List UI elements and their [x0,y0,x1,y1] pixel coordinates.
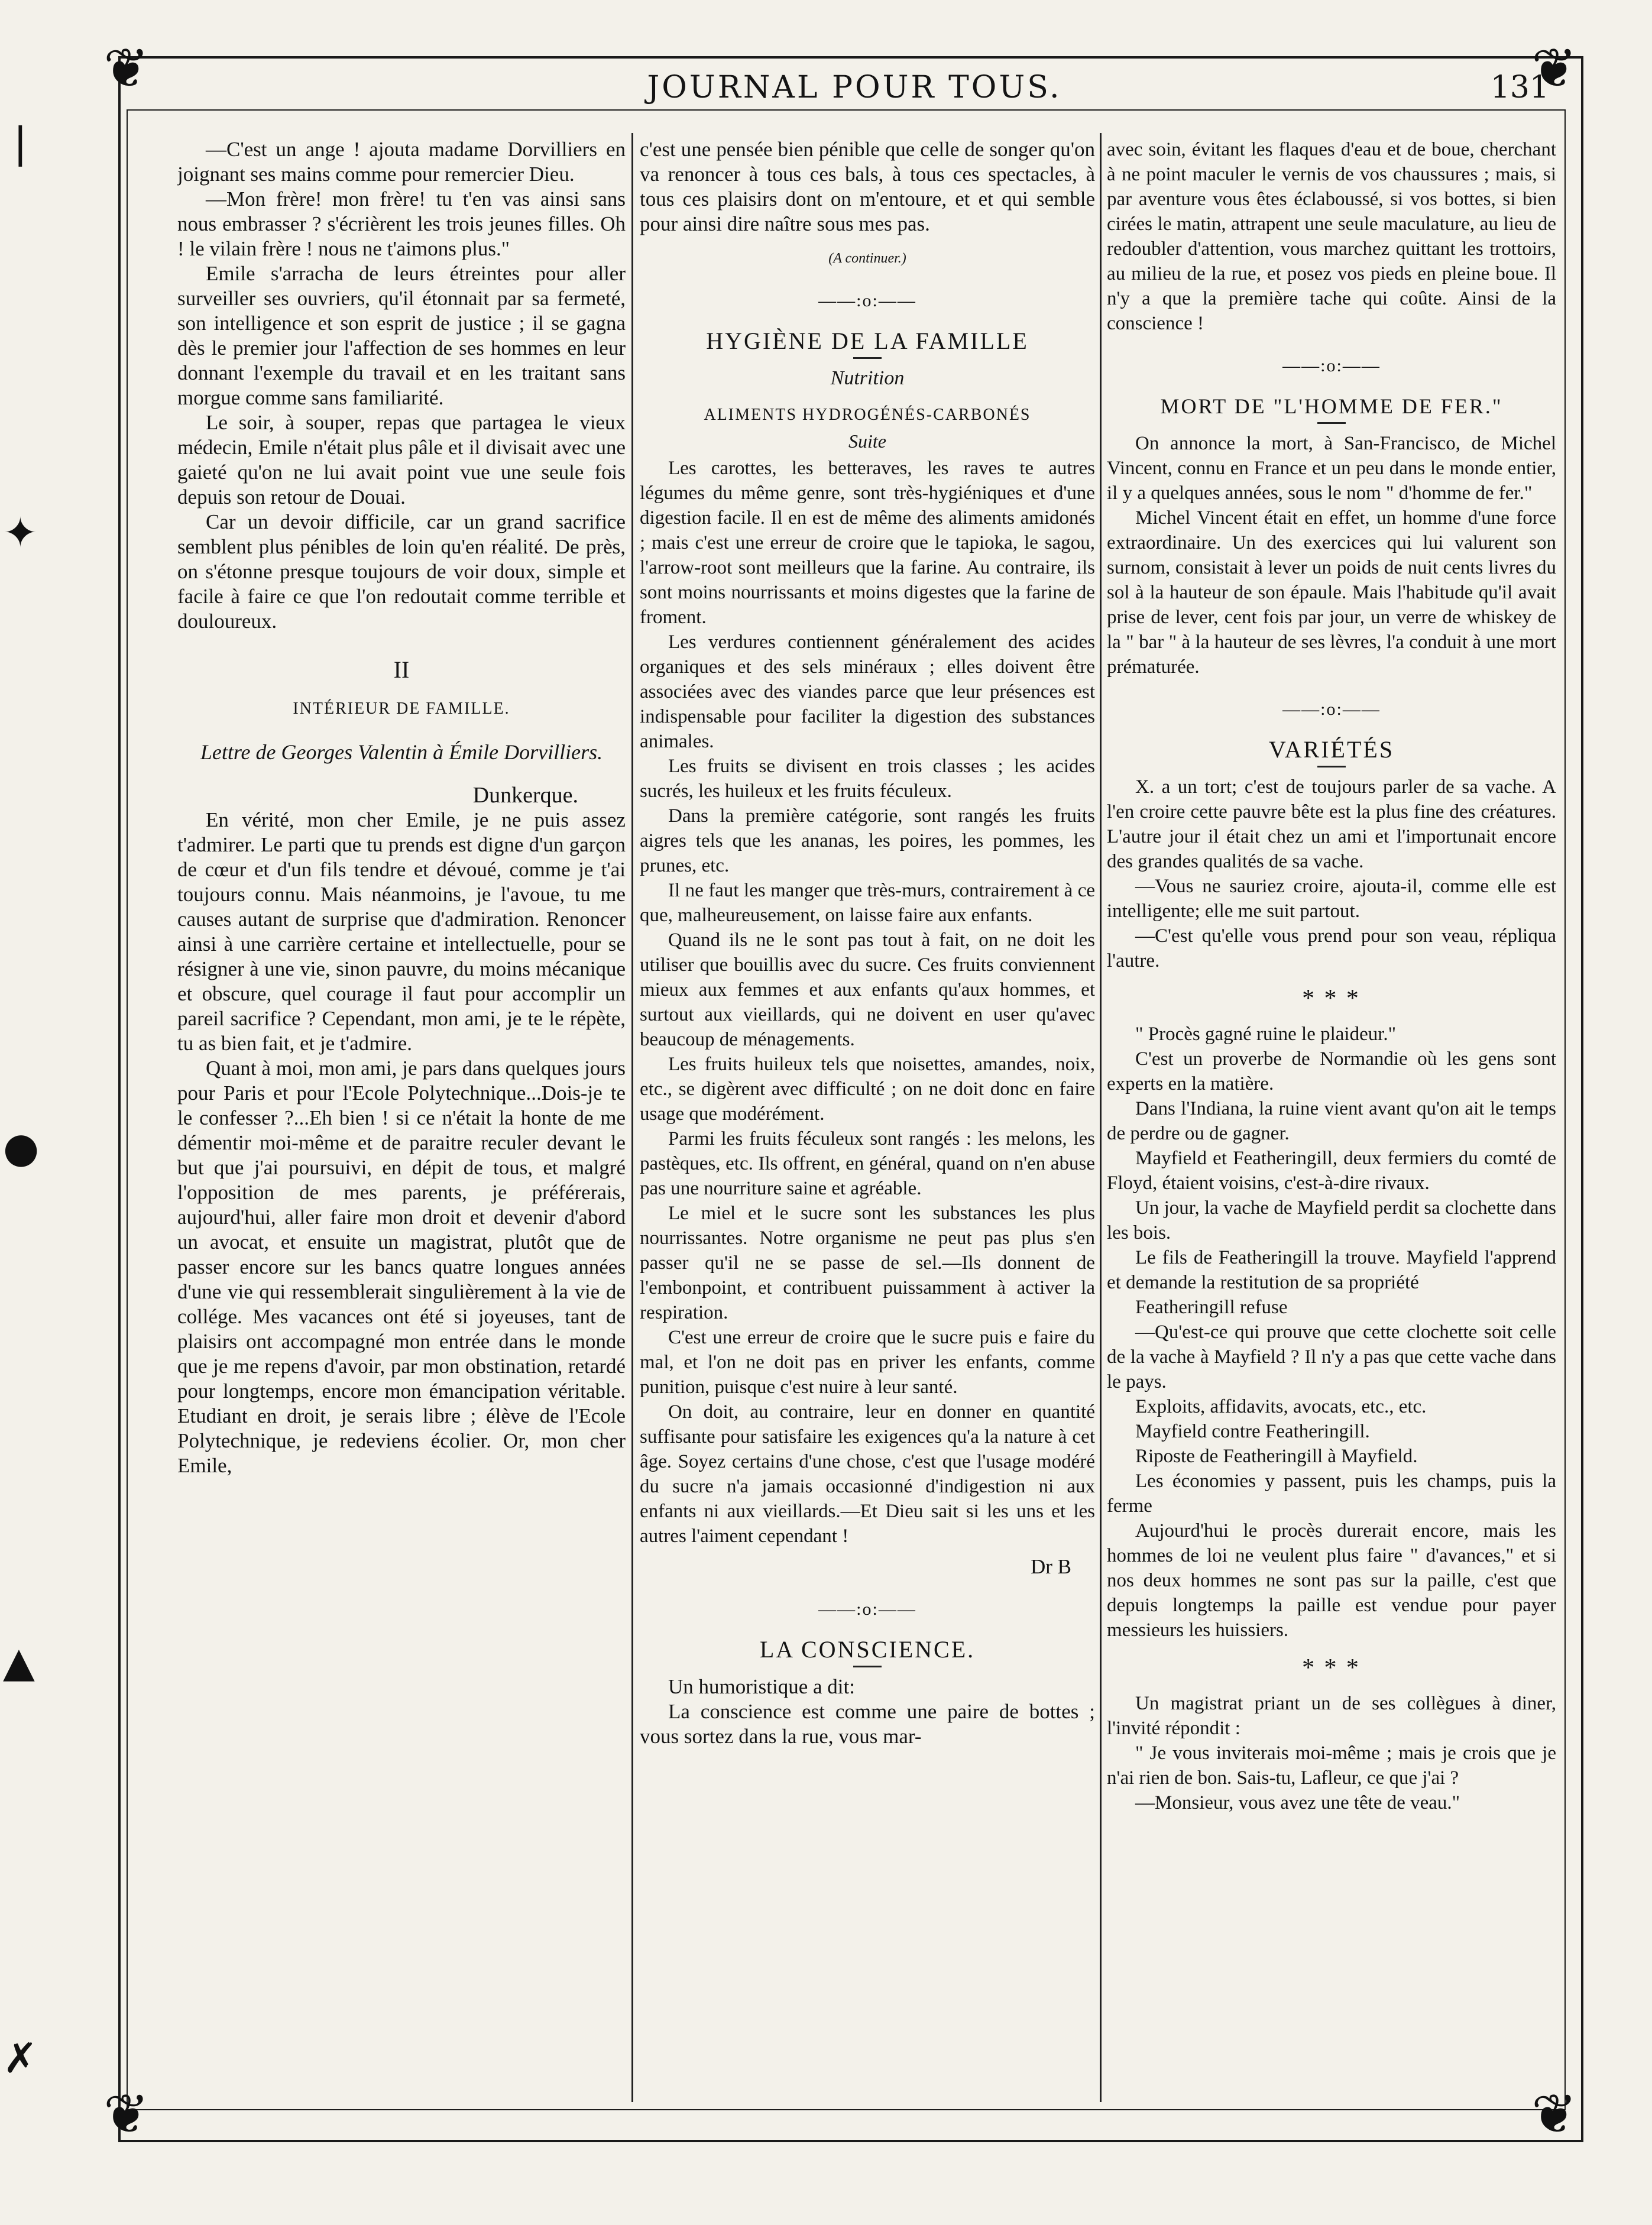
signature: Dr B [1030,1555,1071,1578]
paragraph: Quand ils ne le sont pas tout à fait, on ne doit les utiliser que bouillis avec du sucre. Ces fruits conviennent mieux aux femmes et aux enfants qu'aux hommes, et surtout aux vieillards, qui ne doivent en user qu'avec beaucoup de ménagements. [640,929,1095,1050]
corner-ornament-icon: ❦ [103,2083,150,2146]
paragraph: Le soir, à souper, repas que partagea le vieux médecin, Emile n'était plus pâle et il divisait avec une gaieté qu'on ne lui avait point vue une seule fois depuis son retour de Douai. [177,411,626,509]
paragraph: Le fils de Featheringill la trouve. Mayfield l'apprend et demande la restitution de sa propriété [1107,1247,1556,1293]
margin-mark-icon: ❘ [3,118,38,167]
column-rule [1100,133,1102,2102]
paragraph: Dans l'Indiana, la ruine vient avant qu'on ait le temps de perdre ou de gagner. [1107,1098,1556,1144]
paragraph: Car un devoir difficile, car un grand sacrifice semblent plus pénibles de loin qu'en réalité. De près, on s'étonne presque toujours de voir doux, simple et facile à faire ce que l'on redoutait comme terrible et douloureux. [177,510,626,633]
aliments-suite: Suite [848,430,886,452]
paragraph: —Monsieur, vous avez une tête de veau." [1135,1792,1460,1813]
page-number: 131 [1490,70,1549,105]
corner-ornament-icon: ❦ [1531,2083,1578,2146]
paragraph: —Qu'est-ce qui prouve que cette clochette soit celle de la vache à Mayfield ? Il n'y a pas que cette vache dans le pays. [1107,1322,1556,1392]
paragraph: Les verdures contiennent généralement des acides organiques et des sels minéraux ; elles doivent être associées avec des viandes parce que leur présences est indispensable pour faciliter la digestion des substances animales. [640,631,1095,752]
title-dash [853,1666,882,1667]
paragraph: Les fruits se divisent en trois classes ; les acides sucrés, les huileux et les fruits féculeux. [640,756,1095,802]
paragraph: Le miel et le sucre sont les substances les plus nourrissantes. Notre organisme ne peut pas plus s'en passer qu'il ne se passe de sel.—Ils donnent de l'embonpoint, et contribuent puissamment à activer la respiration. [640,1203,1095,1323]
paragraph: Exploits, affidavits, avocats, etc., etc. [1135,1396,1427,1417]
paragraph: Les carottes, les betteraves, les raves te autres légumes du même genre, sont très-hygiéniques et d'une digestion facile. Il en est de même des aliments amidonés ; mais c'est une erreur de croire que le tapioka, le sagou, l'arrow-root sont meilleurs que la farine. Au contraire, ils sont moins nourrissants et moins digestes que la farine de froment. [640,458,1095,628]
column-middle [640,137,1095,2088]
paragraph: avec soin, évitant les flaques d'eau et de boue, cherchant à ne point maculer le vernis de vos chaussures ; mais, si par aventure vous êtes éclaboussé, si vos bottes, si bien cirées le matin, attrapent une seule maculature, au lieu de redoubler d'attention, vous marchez quittant les trottoirs, au milieu de la rue, et posez vos pieds en pleine boue. Il n'y a que la première tache qui coûte. Ainsi de la conscience ! [1107,139,1556,334]
letter-title: Lettre de Georges Valentin à Émile Dorvilliers. [200,740,603,764]
paragraph: Featheringill refuse [1135,1297,1288,1318]
title-dash [1317,422,1346,424]
column-rule [631,133,633,2102]
column-left [177,137,626,2088]
page-header [142,70,1567,117]
paragraph: Quant à moi, mon ami, je pars dans quelques jours pour Paris et pour l'Ecole Polytechnique...Dois-je te le confesser ?...Eh bien ! si ce n'était la honte de me démentir moi-même et de paraitre reculer devant le but que j'ai poursuivi, en dépit de tous, et malgré l'opposition de mes parents, je préférerais, aujourd'hui, aller faire mon droit et devenir d'abord un avocat, et ensuite un magistrat, plutôt que de passer encore sur les bancs quatre longues années d'une vie qui ressemblerait singulièrement à la vie de collége. Mes vacances ont été si joyeuses, tant de plaisirs ont accompagné mon entrée dans le monde que je me repens d'avoir, par mon obstination, retardé pour longtemps, encore mon émancipation véritable. Etudiant en droit, je serais libre ; élève de l'Ecole Polytechnique, je redeviens écolier. Or, mon cher Emile, [177,1057,626,1477]
margin-mark-icon: ✦ [3,509,38,557]
section-title-conscience: LA CONSCIENCE. [759,1636,976,1663]
column-right [1107,137,1556,2088]
paragraph: Aujourd'hui le procès durerait encore, mais les hommes de loi ne veulent plus faire " d'avances," et si nos deux hommes ne sont pas sur la paille, c'est que depuis longtemps la paille est vendue pour payer messieurs les huissiers. [1107,1520,1556,1641]
paragraph: Il ne faut les manger que très-murs, contrairement à ce que, malheureusement, on laisse faire aux enfants. [640,880,1095,926]
to-be-continued: (A continuer.) [828,251,906,266]
paragraph: Michel Vincent était en effet, un homme d'une force extraordinaire. Un des exercices qui lui valurent son surnom, consistait à lever un poids de nuit cents livres du sol à la hauteur de son épaule. Mais l'habitude qu'il avait prise de lever, cent fois par jour, un verre de whiskey de la " bar " à la hauteur de ses lèvres, l'a conduit à une mort prématurée. [1107,507,1556,678]
section-title-mort: MORT DE "L'HOMME DE FER." [1160,394,1503,418]
margin-mark-icon: ● [3,1123,40,1172]
separator: ——:o:—— [818,291,916,310]
corner-ornament-icon: ❦ [1531,37,1578,100]
paragraph: En vérité, mon cher Emile, je ne puis assez t'admirer. Le parti que tu prends est digne d'un garçon de cœur et d'un fils tendre et dévoué, comme je t'ai toujours connu. Mais néanmoins, je l'avoue, tu me causes autant de surprise que d'admiration. Renoncer ainsi à une carrière certaine et intellectuelle, pour se résigner à une vie, sinon pauvre, du moins mécanique et obscure, quel courage il faut pour accomplir un pareil sacrifice ? Cependant, mon ami, je te le répète, tu as bien fait, et je t'admire. [177,808,626,1055]
section-title-hygiene: HYGIÈNE DE LA FAMILLE [706,328,1029,354]
title-dash [853,357,882,359]
paragraph: Un humoristique a dit: [668,1675,855,1698]
chapter-title: INTÉRIEUR DE FAMILLE. [293,699,510,718]
paragraph: c'est une pensée bien pénible que celle de songer qu'on va renoncer à tous ces bals, à tous ces spectacles, à tous ces plaisirs dont on m'entoure, et et qui semble pour ainsi dire naître sous mes pas. [640,138,1095,235]
paragraph: X. a un tort; c'est de toujours parler de sa vache. A l'en croire cette pauvre bête est la plus fine des créatures. L'autre jour il était chez un ami et l'importunait encore des grandes qualités de sa vache. [1107,776,1556,872]
margin-mark-icon: ✗ [3,2034,38,2083]
paragraph: —Vous ne sauriez croire, ajouta-il, comme elle est intelligente; elle me suit partout. [1107,876,1556,922]
paragraph: On doit, au contraire, leur en donner en quantité suffisante pour satisfaire les exigences qu'a la nature à cet âge. Soyez certains d'une chose, c'est que l'usage modéré du sucre n'a jamais occasionné d'indigestion ni aux enfants ni aux vieillards.—Et Dieu sait si les uns et les autres l'aiment cependant ! [640,1401,1095,1547]
running-title: JOURNAL POUR TOUS. [647,70,1062,105]
paragraph: Emile s'arracha de leurs étreintes pour aller surveiller ses ouvriers, qu'il étonnait par sa fermeté, son intelligence et son esprit de justice ; il se gagna dès le premier jour l'affection de ses hommes en leur donnant l'exemple du travail et en les traitant sans morgue comme sans familiarité. [177,262,626,409]
margin-mark-icon: ▲ [3,1638,35,1686]
separator: ——:o:—— [818,1599,916,1619]
asterism: * * * [1302,1654,1361,1682]
paragraph: On annonce la mort, à San-Francisco, de Michel Vincent, connu en France et un peu dans le monde entier, il y a quelques années, sous le nom " d'homme de fer." [1107,433,1556,504]
section-subtitle: Nutrition [830,367,905,389]
chapter-numeral: II [393,656,410,683]
paragraph: Mayfield et Featheringill, deux fermiers du comté de Floyd, étaient voisins, c'est-à-dire rivaux. [1107,1148,1556,1194]
paragraph: —Mon frère! mon frère! tu t'en vas ainsi sans nous embrasser ? s'écrièrent les trois jeunes filles. Oh ! le vilain frère ! nous ne t'aimons plus." [177,187,626,260]
paragraph: —C'est un ange ! ajouta madame Dorvilliers en joignant ses mains comme pour remercier Dieu. [177,138,626,186]
paragraph: Les fruits huileux tels que noisettes, amandes, noix, etc., se digèrent avec difficulté ; on ne doit donc en faire usage que modérément. [640,1054,1095,1125]
paragraph: Dans la première catégorie, sont rangés les fruits aigres tels que les ananas, les poires, les pommes, les prunes, etc. [640,805,1095,876]
paragraph: Un magistrat priant un de ses collègues à diner, l'invité répondit : [1107,1693,1556,1739]
asterism: * * * [1302,985,1361,1012]
aliments-heading: ALIMENTS HYDROGÉNÉS-CARBONÉS [704,406,1031,424]
paragraph: Mayfield contre Featheringill. [1135,1421,1370,1442]
section-title-varietes: VARIÉTÉS [1268,736,1395,763]
paragraph: —C'est qu'elle vous prend pour son veau, répliqua l'autre. [1107,925,1556,971]
paragraph: Parmi les fruits féculeux sont rangés : les melons, les pastèques, etc. Ils offrent, en général, quand on n'en abuse pas une nourriture saine et agréable. [640,1128,1095,1199]
paragraph: Un jour, la vache de Mayfield perdit sa clochette dans les bois. [1107,1197,1556,1243]
title-dash [1317,766,1346,767]
separator: ——:o:—— [1282,699,1381,719]
paragraph: C'est un proverbe de Normandie où les gens sont experts en la matière. [1107,1048,1556,1094]
paragraph: Riposte de Featheringill à Mayfield. [1135,1446,1418,1467]
paragraph: C'est une erreur de croire que le sucre puis e faire du mal, et l'on ne doit pas en priver les enfants, comme punition, puisque c'est nuire à leur santé. [640,1327,1095,1398]
paragraph: " Procès gagné ruine le plaideur." [1135,1024,1397,1045]
paragraph: " Je vous inviterais moi-même ; mais je crois que je n'ai rien de bon. Sais-tu, Lafleur, ce que j'ai ? [1107,1743,1556,1789]
paragraph: Les économies y passent, puis les champs, puis la ferme [1107,1471,1556,1517]
corner-ornament-icon: ❦ [103,37,150,100]
separator: ——:o:—— [1282,356,1381,375]
letter-place: Dunkerque. [472,783,578,808]
paragraph: La conscience est comme une paire de bottes ; vous sortez dans la rue, vous mar- [640,1700,1095,1748]
